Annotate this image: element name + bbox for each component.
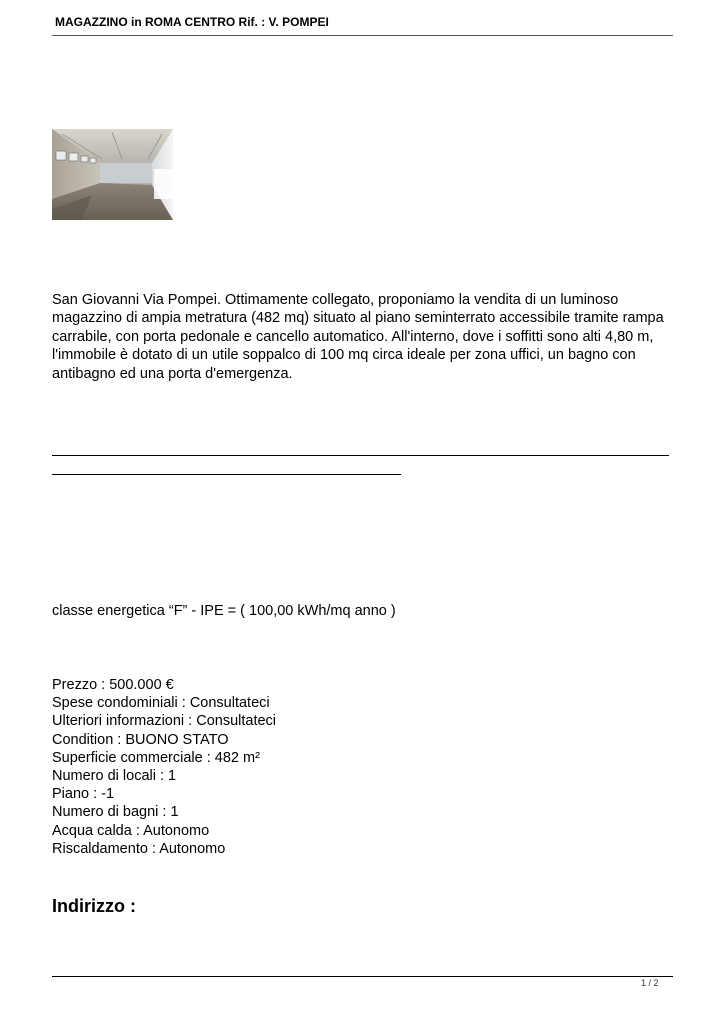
footer-divider (52, 976, 673, 977)
energy-class: classe energetica “F” - IPE = ( 100,00 kWh/mq anno ) (52, 603, 396, 619)
detail-heating: Riscaldamento : Autonomo (52, 840, 226, 857)
separator-line (52, 455, 669, 456)
property-description: San Giovanni Via Pompei. Ottimamente collegato, proponiamo la vendita di un luminoso magazzino di ampia metratura (482 mq) situato al piano seminterrato accessibile tramite rampa carrabile, con porta pedonale e cancello automatico. All'interno, dove i soffitti sono alti 4,80 m, l'immobile è dotato di un utile soppalco di 100 mq circa ideale per zona uffici, un bagno con antibagno ed una porta d'emergenza. (52, 292, 664, 382)
detail-more-info: Ulteriori informazioni : Consultateci (52, 713, 277, 730)
address-heading: Indirizzo : (52, 896, 136, 916)
detail-condition: Condition : BUONO STATO (52, 731, 229, 748)
detail-bathrooms: Numero di bagni : 1 (52, 804, 179, 821)
detail-rooms: Numero di locali : 1 (52, 768, 177, 785)
detail-condo-fees: Spese condominiali : Consultateci (52, 695, 270, 712)
separator-line (52, 474, 401, 475)
document-title: MAGAZZINO in ROMA CENTRO Rif. : V. POMPEI (55, 15, 329, 29)
detail-commercial-area: Superficie commerciale : 482 m² (52, 749, 260, 766)
header-divider (52, 35, 673, 36)
detail-floor: Piano : -1 (52, 786, 115, 803)
detail-price: Prezzo : 500.000 € (52, 677, 174, 693)
warehouse-interior-photo (52, 129, 173, 220)
property-details-list (52, 676, 276, 858)
detail-hot-water: Acqua calda : Autonomo (52, 822, 210, 839)
page-number: 1 / 2 (641, 978, 659, 988)
